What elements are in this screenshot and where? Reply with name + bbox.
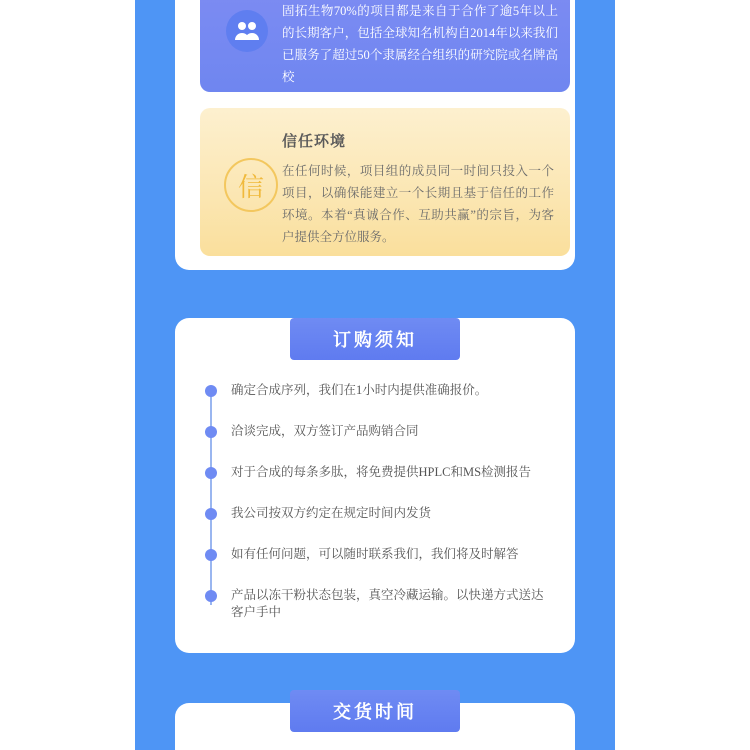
yellow-panel-text: 在任何时候，项目组的成员同一时间只投入一个项目，以确保能建立一个长期且基于信任的工作环境。本着“真诚合作、互助共赢”的宗旨，为客户提供全方位服务。 bbox=[282, 164, 554, 244]
bullet-dot-icon bbox=[205, 426, 217, 438]
ordering-notes-list bbox=[203, 382, 553, 628]
yellow-info-panel bbox=[200, 108, 570, 256]
list-item-text: 如有任何问题，可以随时联系我们，我们将及时解答 bbox=[231, 547, 519, 561]
list-item-text: 确定合成序列，我们在1小时内提供准确报价。 bbox=[231, 383, 488, 397]
list-item bbox=[203, 546, 553, 587]
list-item bbox=[203, 587, 553, 628]
list-item-text: 我公司按双方约定在规定时间内发货 bbox=[231, 506, 432, 520]
trust-character-icon: 信 bbox=[224, 158, 278, 212]
two-people-icon bbox=[226, 10, 268, 52]
bullet-dot-icon bbox=[205, 590, 217, 602]
yellow-panel-title: 信任环境 bbox=[282, 133, 347, 150]
list-item-text: 洽谈完成，双方签订产品购销合同 bbox=[231, 424, 419, 438]
list-item-text: 对于合成的每条多肽，将免费提供HPLC和MS检测报告 bbox=[231, 465, 532, 479]
list-item bbox=[203, 382, 553, 423]
list-item bbox=[203, 423, 553, 464]
ordering-notes-ribbon: 订购须知 bbox=[290, 318, 460, 360]
blue-panel-text: 固拓生物70%的项目都是来自于合作了逾5年以上的长期客户，包括全球知名机构自2014年以来我们已服务了超过50个隶属经合组织的研究院或名牌高校 bbox=[282, 4, 558, 84]
bullet-dot-icon bbox=[205, 508, 217, 520]
list-item-text: 产品以冻干粉状态包装，真空冷藏运输。以快递方式送达客户手中 bbox=[231, 588, 544, 619]
list-item bbox=[203, 505, 553, 546]
bullet-dot-icon bbox=[205, 467, 217, 479]
blue-info-panel bbox=[200, 0, 570, 92]
bullet-dot-icon bbox=[205, 549, 217, 561]
list-item bbox=[203, 464, 553, 505]
bullet-dot-icon bbox=[205, 385, 217, 397]
delivery-time-ribbon: 交货时间 bbox=[290, 690, 460, 732]
